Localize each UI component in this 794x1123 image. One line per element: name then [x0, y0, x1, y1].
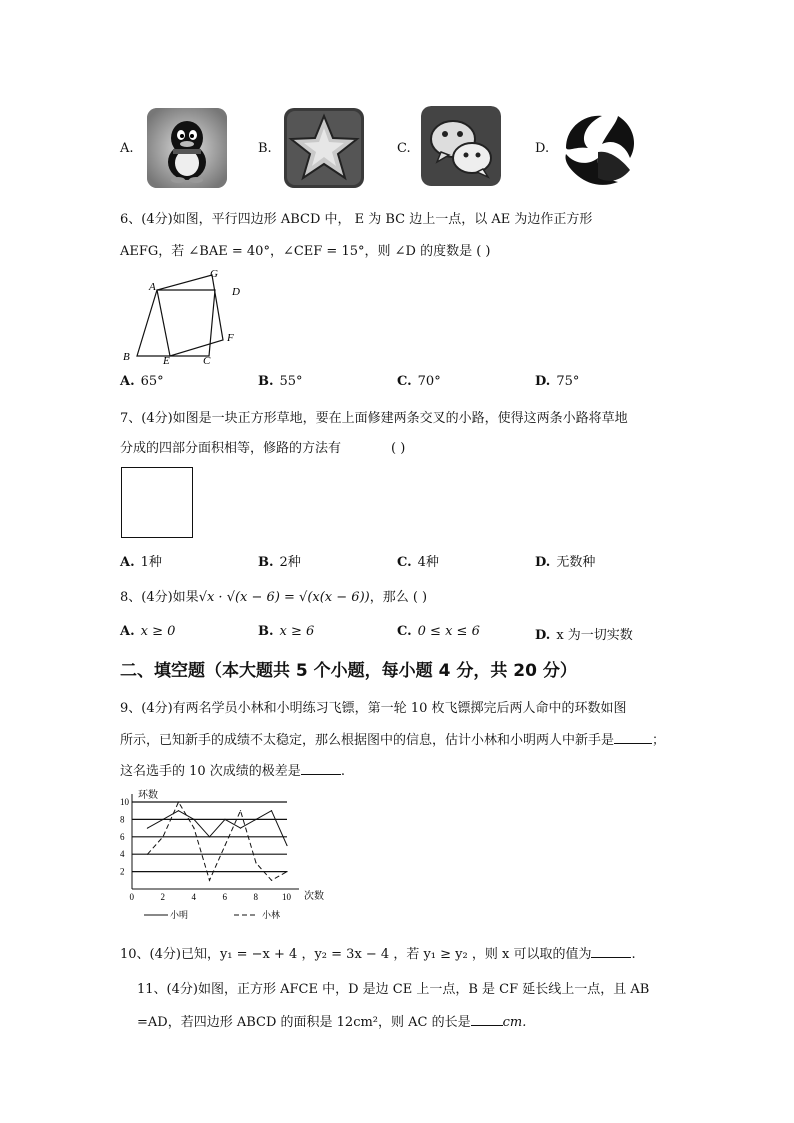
chart-y-axis-label: 环数	[138, 790, 158, 801]
chart-data-point	[240, 828, 241, 829]
chart-data-point	[240, 810, 241, 811]
q6-option-a[interactable]: A. 65°	[120, 374, 164, 389]
point-b-label: B	[123, 351, 130, 363]
chart-data-point	[255, 862, 256, 863]
q8-question: 8、(4分)如果√x · √(x − 6) = √(x(x − 6))，那么 ( )	[120, 590, 428, 605]
q7-line-1: 7、(4分)如图是一块正方形草地，要在上面修建两条交叉的小路，使得这两条小路将草地	[120, 411, 628, 426]
chart-x-tick-label: 0	[129, 892, 134, 902]
chart-x-tick-label: 8	[253, 892, 258, 902]
chart-x-tick-label: 4	[191, 892, 196, 902]
q8-equation: √x · √(x − 6) = √(x(x − 6))	[198, 590, 370, 605]
q5-option-b-label: B.	[258, 141, 272, 156]
chart-y-tick-label: 6	[120, 831, 125, 842]
q6-line-2: AEFG，若 ∠BAE = 40°，∠CEF = 15°，则 ∠D 的度数是 ( )	[120, 244, 491, 259]
q10-blank[interactable]	[591, 945, 631, 958]
chart-x-tick-label: 10	[282, 892, 291, 902]
chart-series-line-xiaoming	[148, 811, 288, 846]
q7-option-d[interactable]: D. 无数种	[535, 555, 596, 570]
q6-figure	[115, 265, 255, 365]
penguin-logo-icon	[147, 108, 227, 188]
chart-data-point	[162, 836, 163, 837]
q7-option-c[interactable]: C. 4种	[397, 555, 439, 570]
q5-option-d-label: D.	[535, 141, 550, 156]
point-a-label: A	[149, 281, 156, 293]
chart-data-point	[286, 871, 287, 872]
chart-data-point	[271, 810, 272, 811]
chart-legend	[144, 909, 280, 920]
q11-line-1: 11、(4分)如图，正方形 AFCE 中，D 是边 CE 上一点，B 是 CF 延长线上一点，且 AB	[137, 982, 650, 997]
point-c-label: C	[203, 355, 211, 365]
chart-data-point	[178, 810, 179, 811]
q7-option-b[interactable]: B. 2种	[258, 555, 301, 570]
q6-option-c[interactable]: C. 70°	[397, 374, 441, 389]
chart-grid	[132, 794, 299, 889]
q8-option-d[interactable]: D. x 为一切实数	[535, 628, 633, 643]
q6-line-1: 6、(4分)如图，平行四边形 ABCD 中， E 为 BC 边上一点，以 AE 为边作正方形	[120, 212, 593, 227]
chart-data-point	[162, 819, 163, 820]
q11-line-2: =AD，若四边形 ABCD 的面积是 12cm²，则 AC 的长是 cm.	[137, 1015, 527, 1030]
chart-data-point	[224, 819, 225, 820]
chart-data-point	[255, 819, 256, 820]
legend-xiaolin-label: 小林	[262, 910, 281, 920]
q6-option-d[interactable]: D. 75°	[535, 374, 580, 389]
chart-data-point	[193, 828, 194, 829]
q11-blank[interactable]	[471, 1013, 503, 1026]
q10-question: 10、(4分)已知，y₁ = −x + 4 ，y₂ = 3x − 4 ，若 y₁ ≥ y₂ ，则 x 可以取的值为 .	[120, 947, 636, 962]
q8-option-c[interactable]: C. 0 ≤ x ≤ 6	[397, 624, 480, 639]
chart-data-point	[209, 880, 210, 881]
q9-blank-2[interactable]	[301, 762, 341, 775]
chart-data-point	[209, 836, 210, 837]
q9-blank-1[interactable]	[614, 731, 652, 744]
square-lawn-figure	[121, 467, 193, 538]
chart-y-tick-label: 2	[120, 866, 125, 877]
q8-option-a[interactable]: A. x ≥ 0	[120, 624, 176, 639]
chart-data-point	[147, 828, 148, 829]
q5-option-a-label: A.	[120, 141, 134, 156]
chart-y-tick-label: 4	[120, 849, 125, 860]
chart-series	[147, 801, 288, 881]
q6-option-b[interactable]: B. 55°	[258, 374, 303, 389]
point-e-label: E	[163, 355, 170, 365]
q7-line-2: 分成的四部分面积相等，修路的方法有 ( )	[120, 441, 406, 456]
point-d-label: D	[232, 286, 240, 298]
chart-ticks	[120, 797, 292, 902]
section-2-title: 二、填空题（本大题共 5 个小题，每小题 4 分，共 20 分）	[120, 661, 577, 681]
chart-data-point	[286, 845, 287, 846]
legend-xiaoming-label: 小明	[170, 910, 189, 920]
chart-x-tick-label: 2	[160, 892, 165, 902]
q8-option-b[interactable]: B. x ≥ 6	[258, 624, 315, 639]
q9-line-2: 所示，已知新手的成绩不太稳定，那么根据图中的信息，估计小林和小明两人中新手是 ；	[120, 733, 666, 748]
chart-x-axis-label: 次数	[304, 891, 324, 902]
chart-x-tick-label: 6	[222, 892, 227, 902]
chat-bubbles-logo-icon	[421, 106, 501, 186]
swirl-logo-icon	[558, 108, 638, 188]
chart-y-tick-label: 8	[120, 814, 125, 825]
q7-answer-paren: ( )	[391, 441, 406, 456]
point-f-label: F	[227, 332, 234, 344]
point-g-label: G	[210, 268, 218, 280]
q9-line-3: 这名选手的 10 次成绩的极差是 .	[120, 764, 345, 779]
chart-data-point	[224, 845, 225, 846]
chart-data-point	[178, 801, 179, 802]
chart-data-point	[271, 880, 272, 881]
q5-option-c-label: C.	[397, 141, 411, 156]
chart-data-point	[147, 854, 148, 855]
q9-line-1: 9、(4分)有两名学员小林和小明练习飞镖，第一轮 10 枚飞镖掷完后两人命中的环数如图	[120, 701, 627, 716]
q7-option-a[interactable]: A. 1种	[120, 555, 162, 570]
chart-data-point	[193, 819, 194, 820]
dart-scores-chart	[112, 785, 342, 925]
chart-y-tick-label: 10	[120, 797, 129, 807]
star-logo-icon	[284, 108, 364, 188]
